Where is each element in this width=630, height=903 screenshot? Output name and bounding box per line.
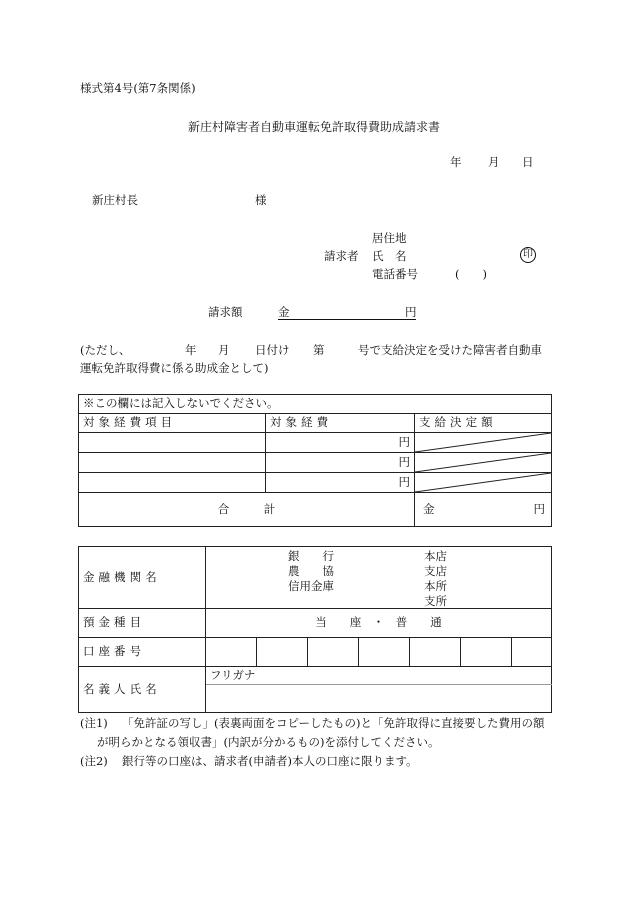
date-year-label: 年 bbox=[450, 155, 462, 169]
bank-type-nokyo: 農 協 bbox=[288, 564, 334, 578]
seal-mark: 印 bbox=[520, 247, 536, 263]
note-1-line-2: が明らかとなる領収書」(内訳が分かるもの)を添付してください。 bbox=[97, 735, 440, 749]
branch-type-shisho: 支所 bbox=[424, 594, 447, 608]
note-2-text: 銀行等の口座は、請求者(申請者)本人の口座に限ります。 bbox=[122, 754, 418, 768]
date-day-label: 日 bbox=[522, 155, 534, 169]
table-notice: ※この欄には記入しないでください。 bbox=[79, 395, 552, 414]
account-digit-cell bbox=[308, 638, 359, 667]
page-title: 新庄村障害者自動車運転免許取得費助成請求書 bbox=[188, 120, 441, 134]
amount-prefix: 金 bbox=[278, 305, 290, 319]
expense-item-cell bbox=[79, 473, 266, 493]
expense-table bbox=[78, 394, 552, 527]
branch-type-shiten: 支店 bbox=[424, 564, 447, 578]
expense-item-cell bbox=[79, 453, 266, 473]
amount-suffix: 円 bbox=[405, 305, 417, 319]
decision-cell-slashed bbox=[415, 433, 552, 453]
body-dated: 日付け bbox=[255, 343, 290, 357]
expense-amount-cell: 円 bbox=[266, 453, 415, 473]
account-digit-cell bbox=[410, 638, 461, 667]
name-label: 氏 名 bbox=[372, 249, 407, 263]
bank-name-label: 金融機関名 bbox=[79, 547, 206, 609]
body-line2: 運転免許取得費に係る助成金として) bbox=[80, 361, 269, 375]
bank-type-bank: 銀 行 bbox=[288, 549, 334, 563]
bank-name-cell bbox=[206, 547, 552, 609]
expense-amount-cell: 円 bbox=[266, 473, 415, 493]
account-digit-cell bbox=[206, 638, 257, 667]
expense-amount-cell: 円 bbox=[266, 433, 415, 453]
branch-type-honten: 本店 bbox=[424, 549, 447, 563]
total-prefix: 金 bbox=[423, 501, 435, 516]
decision-cell-slashed bbox=[415, 473, 552, 493]
account-digit-cell bbox=[359, 638, 410, 667]
phone-parens: ( ) bbox=[455, 267, 487, 281]
body-year: 年 bbox=[185, 343, 197, 357]
deposit-type-options: 当 座 ・ 普 通 bbox=[206, 609, 552, 638]
total-cell bbox=[415, 493, 552, 527]
table-row bbox=[79, 453, 552, 473]
branch-type-list bbox=[424, 549, 447, 609]
addressee-honorific: 様 bbox=[255, 193, 267, 207]
requester-label: 請求者 bbox=[324, 249, 359, 263]
account-digit-cell bbox=[461, 638, 512, 667]
furigana-cell bbox=[206, 667, 552, 685]
body-open: (ただし、 bbox=[80, 343, 131, 357]
deposit-type-label: 預金種目 bbox=[79, 609, 206, 638]
addressee-name: 新庄村長 bbox=[92, 193, 138, 207]
table-row bbox=[79, 473, 552, 493]
header-expense-amount: 対象経費 bbox=[266, 414, 415, 433]
bank-table bbox=[78, 546, 552, 713]
header-decision-amount: 支給決定額 bbox=[415, 414, 552, 433]
furigana-label: フリガナ bbox=[210, 667, 256, 682]
account-number-label: 口座番号 bbox=[79, 638, 206, 667]
amount-label: 請求額 bbox=[208, 305, 243, 319]
header-expense-item: 対象経費項目 bbox=[79, 414, 266, 433]
total-label: 合 計 bbox=[79, 493, 415, 527]
note-1-line-1: 「免許証の写し」(表裏両面をコピーしたもの)と「免許取得に直接要した費用の額 bbox=[122, 716, 545, 730]
account-digit-cell bbox=[512, 638, 552, 667]
account-holder-label: 名義人氏名 bbox=[79, 667, 206, 713]
date-month-label: 月 bbox=[488, 155, 500, 169]
address-label: 居住地 bbox=[372, 231, 407, 245]
phone-label: 電話番号 bbox=[372, 267, 418, 281]
body-month: 月 bbox=[218, 343, 230, 357]
total-suffix: 円 bbox=[533, 501, 545, 516]
account-digit-cell bbox=[257, 638, 308, 667]
form-number: 様式第4号(第7条関係) bbox=[80, 81, 196, 95]
branch-type-honsho: 本所 bbox=[424, 579, 447, 593]
decision-cell-slashed bbox=[415, 453, 552, 473]
table-row bbox=[79, 433, 552, 453]
body-line1-end: 号で支給決定を受けた障害者自動車 bbox=[358, 343, 542, 357]
bank-type-list bbox=[288, 549, 334, 594]
note-1-mark: (注1) bbox=[80, 716, 108, 730]
body-dai: 第 bbox=[313, 343, 325, 357]
amount-underline bbox=[278, 319, 416, 320]
bank-type-shinkin: 信用金庫 bbox=[288, 579, 334, 593]
expense-item-cell bbox=[79, 433, 266, 453]
account-holder-name-cell bbox=[206, 685, 552, 713]
note-2-mark: (注2) bbox=[80, 754, 108, 768]
